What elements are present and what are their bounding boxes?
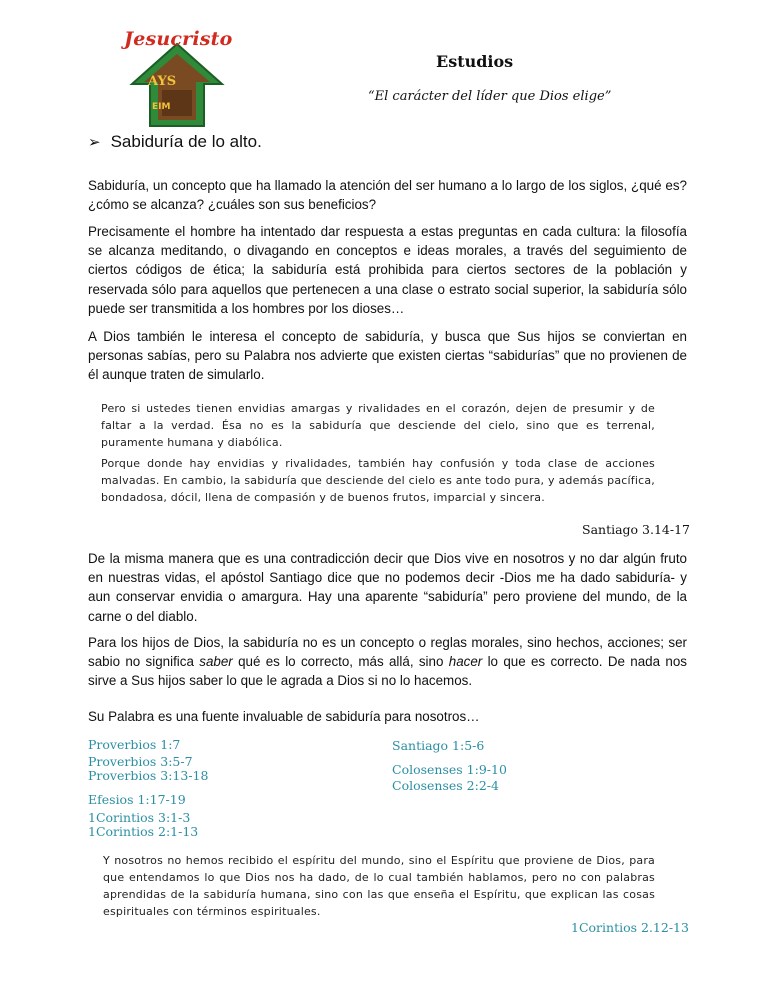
- section-heading: [88, 132, 262, 152]
- ref-link[interactable]: Colosenses 2:2-4: [392, 778, 499, 793]
- paragraph-contradiction: De la misma manera que es una contradicción decir que Dios vive en nosotros y no dar algún fruto en nuestras vidas, el apóstol Santiago dice que no podemos decir -Dios me ha dado sabiduría- y aun conservar envidia o amargura. Hay una aparente “sabiduría” pero proviene del mundo, de la carne o del diablo.: [88, 551, 687, 624]
- paragraph-intro: Sabiduría, un concepto que ha llamado la atención del ser humano a lo largo de los siglos, ¿qué es? ¿cómo se alcanza? ¿cuáles son sus beneficios?: [88, 178, 687, 213]
- logo: [118, 28, 236, 128]
- ref-link[interactable]: Proverbios 3:5-7: [88, 754, 193, 769]
- page-title: Estudios: [436, 52, 514, 71]
- emphasis-hacer: hacer: [448, 654, 483, 670]
- section-heading-text: Sabiduría de lo alto.: [110, 132, 262, 151]
- quote-reference: Santiago 3.14-17: [582, 522, 691, 537]
- ref-link[interactable]: Proverbios 1:7: [88, 737, 181, 752]
- ref-link[interactable]: Santiago 1:5-6: [392, 738, 485, 753]
- page-subtitle: “El carácter del líder que Dios elige”: [368, 89, 612, 104]
- ref-link[interactable]: Colosenses 1:9-10: [392, 762, 507, 777]
- paragraph-word-source: Su Palabra es una fuente invaluable de sabiduría para nosotros…: [88, 709, 480, 724]
- arrow-bullet-icon: ➢: [88, 133, 101, 151]
- logo-title: Jesucristo: [124, 28, 233, 50]
- ref-link[interactable]: 1Corintios 3:1-3: [88, 810, 191, 825]
- paragraph-god-interest: A Dios también le interesa el concepto de sabiduría, y busca que Sus hijos se conviertan en personas sabías, pero su Palabra nos advierte que existen ciertas “sabidurías” que no provienen de él aunque traten de simularlo.: [88, 329, 687, 383]
- quote-corintios-reference: 1Corintios 2.12-13: [571, 920, 689, 935]
- logo-letters: AYS: [148, 74, 177, 89]
- paragraph-philosophy: Precisamente el hombre ha intentado dar respuesta a estas preguntas en cada cultura: la filosofía se alcanza meditando, o divagando en conceptos e ideas morales, a través del seguimiento de ciertos códigos de ética; la sabiduría está prohibida para ciertos sectores de la población y reservada sólo para aquellos que pertenecen a una clase o estrato social superior, la sabiduría sólo puede ser transmitida a los hombres por los dioses…: [88, 224, 687, 316]
- logo-subtext: EIM: [152, 102, 171, 112]
- quote-santiago-part1: Pero si ustedes tienen envidias amargas y rivalidades en el corazón, dejen de presumir y de faltar a la verdad. Ésa no es la sabiduría que desciende del cielo, sino que es terrenal, puramente humana y diabólica.: [101, 402, 655, 449]
- quote-corintios: Y nosotros no hemos recibido el espíritu del mundo, sino el Espíritu que proviene de Dios, para que entendamos lo que Dios nos ha dado, de lo cual también hablamos, pero no con palabras aprendidas de la sabiduría humana, sino con las que enseña el Espíritu, que explican las cosas espirituales con términos espirituales.: [103, 854, 655, 918]
- ref-link[interactable]: 1Corintios 2:1-13: [88, 824, 199, 839]
- paragraph-children-of-god: Para los hijos de Dios, la sabiduría no es un concepto o reglas morales, sino hechos, acciones; ser sabio no significa saber qué es lo correcto, más allá, sino hacer lo que es correcto. De nada nos sirve a Sus hijos saber lo que le agrada a Dios si no lo hacemos.: [88, 635, 687, 689]
- ref-link[interactable]: Proverbios 3:13-18: [88, 768, 209, 783]
- emphasis-saber: saber: [199, 654, 233, 670]
- quote-santiago-part2: Porque donde hay envidias y rivalidades, también hay confusión y toda clase de acciones malvadas. En cambio, la sabiduría que desciende del cielo es ante todo pura, y además pacífica, bondadosa, dócil, llena de compasión y de buenos frutos, imparcial y sincera.: [101, 457, 655, 504]
- ref-link[interactable]: Efesios 1:17-19: [88, 792, 186, 807]
